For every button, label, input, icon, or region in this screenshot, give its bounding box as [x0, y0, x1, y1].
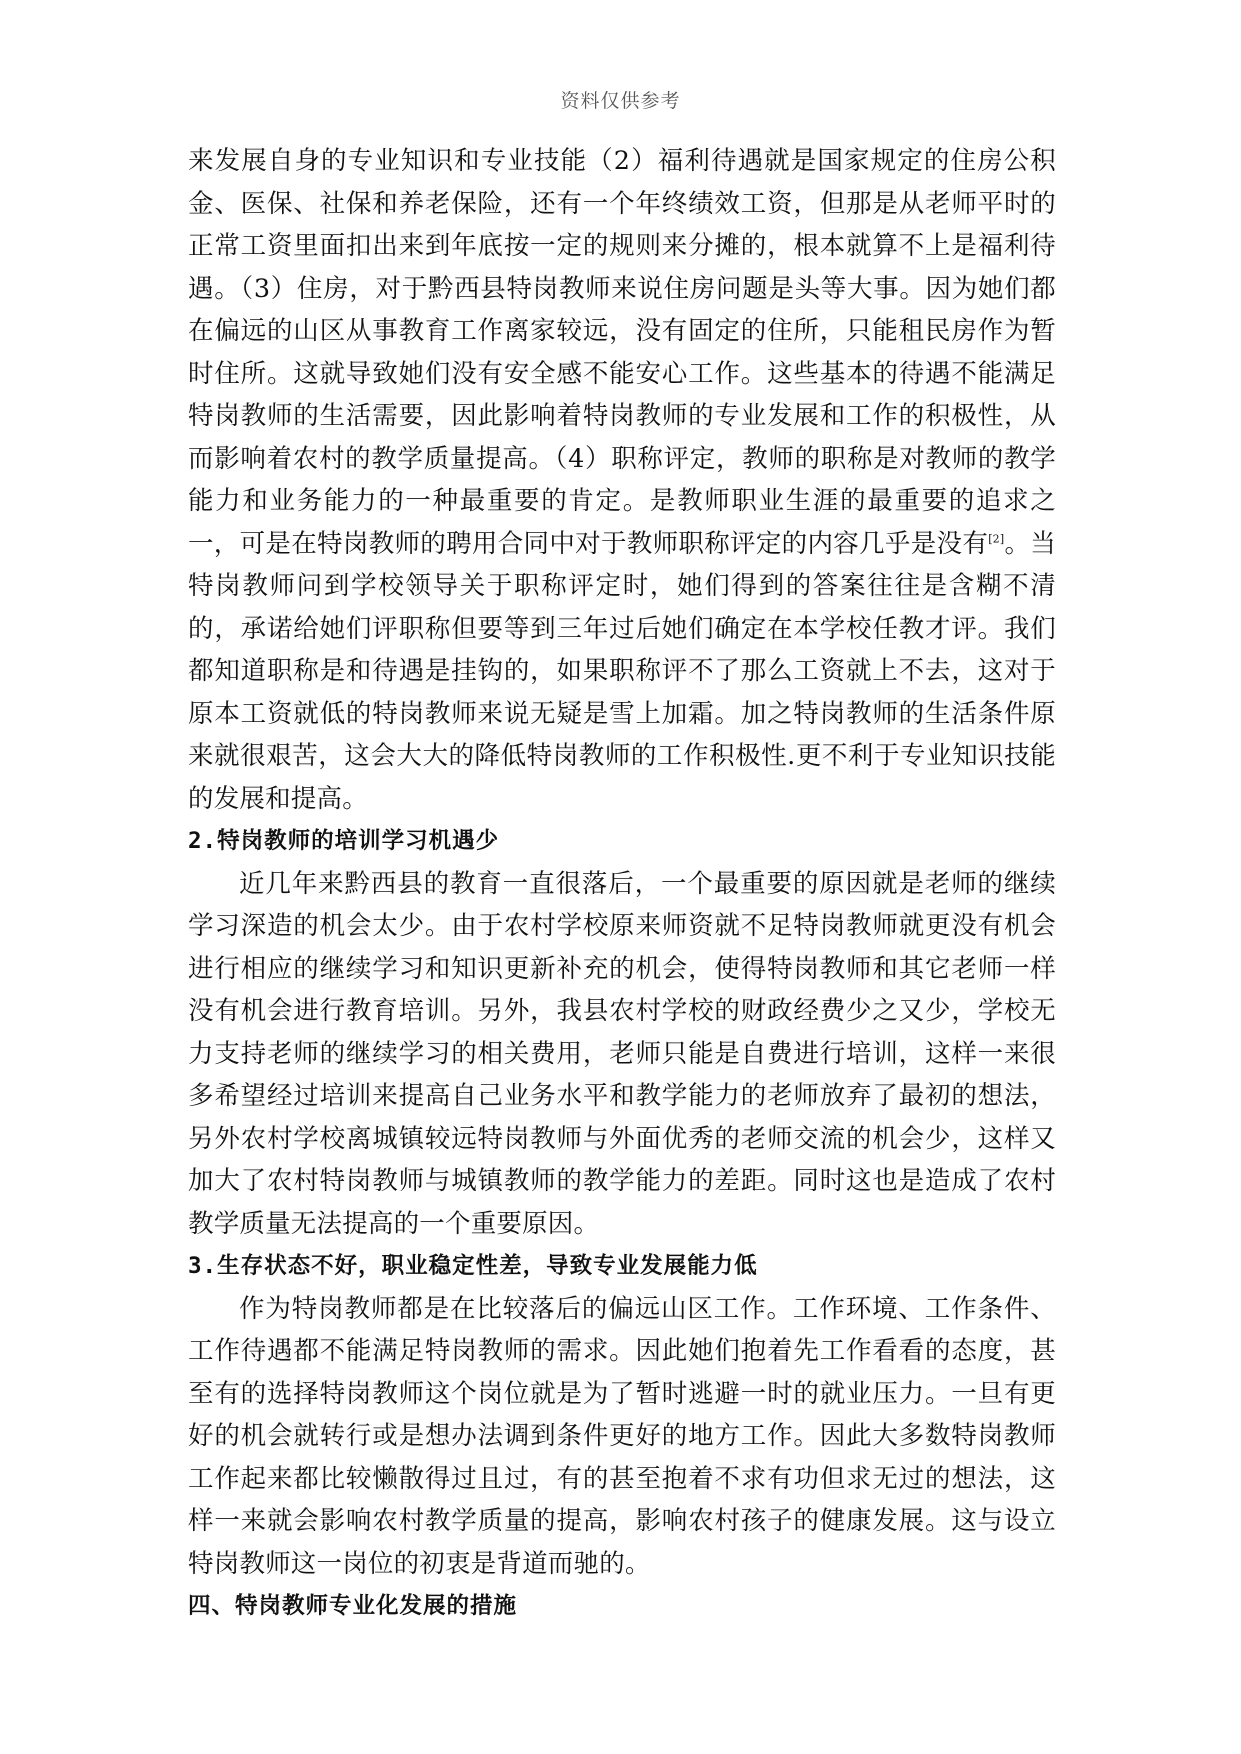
- paragraph-welfare-and-title: [188, 140, 1056, 820]
- header-watermark: 资料仅供参考: [560, 90, 681, 112]
- section-heading-training: 2.特岗教师的培训学习机遇少: [188, 828, 500, 854]
- section-heading-stability: 3.生存状态不好，职业稳定性差，导致专业发展能力低: [188, 1253, 758, 1279]
- section-heading-measures: 四、特岗教师专业化发展的措施: [188, 1593, 518, 1619]
- paragraph-text-continued: 。当特岗教师问到学校领导关于职称评定时，她们得到的答案往往是含糊不清的，承诺给她们评职称但要等到三年过后她们确定在本学校任教才评。我们都知道职称是和待遇是挂钩的，如果职称评不了那么工资就上不去，这对于原本工资就低的特岗教师来说无疑是雪上加霜。加之特岗教师的生活条件原来就很艰苦，这会大大的降低特岗教师的工作积极性.更不利于专业知识技能的发展和提高。: [188, 528, 1056, 814]
- paragraph-training: 近几年来黔西县的教育一直很落后，一个最重要的原因就是老师的继续学习深造的机会太少。由于农村学校原来师资就不足特岗教师就更没有机会进行相应的继续学习和知识更新补充的机会，使得特岗教师和其它老师一样没有机会进行教育培训。另外，我县农村学校的财政经费少之又少，学校无力支持老师的继续学习的相关费用，老师只能是自费进行培训，这样一来很多希望经过培训来提高自己业务水平和教学能力的老师放弃了最初的想法，另外农村学校离城镇较远特岗教师与外面优秀的老师交流的机会少，这样又加大了农村特岗教师与城镇教师的教学能力的差距。同时这也是造成了农村教学质量无法提高的一个重要原因。: [188, 868, 1056, 1239]
- document-body: [188, 140, 1056, 1628]
- paragraph-stability: 作为特岗教师都是在比较落后的偏远山区工作。工作环境、工作条件、工作待遇都不能满足特岗教师的需求。因此她们抱着先工作看看的态度，甚至有的选择特岗教师这个岗位就是为了暂时逃避一时的就业压力。一旦有更好的机会就转行或是想办法调到条件更好的地方工作。因此大多数特岗教师工作起来都比较懒散得过且过，有的甚至抱着不求有功但求无过的想法，这样一来就会影响农村教学质量的提高，影响农村孩子的健康发展。这与设立特岗教师这一岗位的初衷是背道而驰的。: [188, 1293, 1056, 1579]
- citation-marker: [2]: [988, 532, 1005, 545]
- paragraph-text: 来发展自身的专业知识和专业技能（2）福利待遇就是国家规定的住房公积金、医保、社保和养老保险，还有一个年终绩效工资，但那是从老师平时的正常工资里面扣出来到年底按一定的规则来分摊的，根本就算不上是福利待遇。（3）住房，对于黔西县特岗教师来说住房问题是头等大事。因为她们都在偏远的山区从事教育工作离家较远，没有固定的住所，只能租民房作为暂时住所。这就导致她们没有安全感不能安心工作。这些基本的待遇不能满足特岗教师的生活需要，因此影响着特岗教师的专业发展和工作的积极性，从而影响着农村的教学质量提高。（4）职称评定，教师的职称是对教师的教学能力和业务能力的一种最重要的肯定。是教师职业生涯的最重要的追求之一，可是在特岗教师的聘用合同中对于教师职称评定的内容几乎是没有: [188, 146, 1056, 559]
